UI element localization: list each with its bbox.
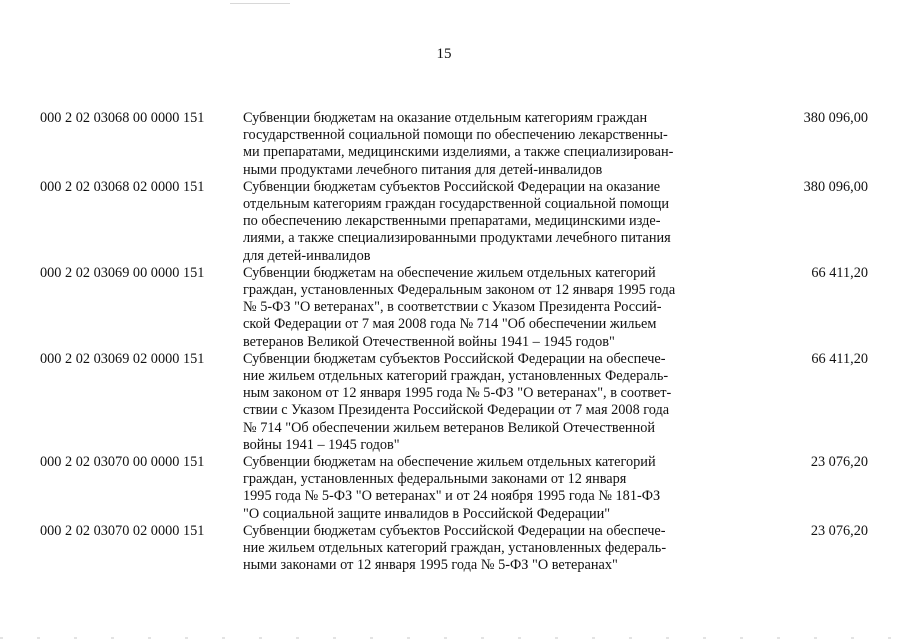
description-line: государственной социальной помощи по обеспечению лекарственны- — [243, 127, 668, 144]
budget-code: 000 2 02 03068 00 0000 151 — [40, 110, 205, 126]
scan-artifact-bottom — [0, 637, 905, 639]
row-description — [243, 179, 713, 265]
table-row — [40, 351, 870, 454]
row-amount: 380 096,00 — [803, 178, 868, 195]
row-amount: 23 076,20 — [810, 522, 868, 539]
budget-code: 000 2 02 03069 00 0000 151 — [40, 264, 205, 281]
description-line: ным законом от 12 января 1995 года № 5-ФЗ "О ветеранах", в соответ- — [243, 385, 672, 402]
row-amount: 380 096,00 — [803, 110, 868, 126]
description-line: граждан, установленных федеральными законами от 12 января — [243, 471, 627, 488]
description-line: отдельным категориям граждан государственной социальной помощи — [243, 196, 670, 213]
description-line: ми препаратами, медицинскими изделиями, а также специализирован- — [243, 144, 674, 161]
table-row — [40, 523, 870, 575]
scan-artifact-top — [0, 3, 905, 4]
row-amount: 66 411,20 — [811, 264, 868, 281]
table-row — [40, 454, 870, 523]
description-line: ными продуктами лечебного питания для детей-инвалидов — [243, 161, 603, 178]
description-line: по обеспечению лекарственными препаратами, медицинскими изде- — [243, 213, 661, 230]
table-row — [40, 265, 870, 351]
page-number: 15 — [436, 46, 452, 62]
description-line: лиями, а также специализированными продуктами лечебного питания — [243, 230, 671, 247]
budget-code: 000 2 02 03069 02 0000 151 — [40, 350, 205, 367]
table-row — [40, 179, 870, 265]
description-line: Субвенции бюджетам на обеспечение жильем отдельных категорий — [243, 264, 656, 281]
description-line: ние жильем отдельных категорий граждан, установленных Федераль- — [243, 368, 669, 385]
budget-code: 000 2 02 03068 02 0000 151 — [40, 178, 205, 195]
description-line: Субвенции бюджетам субъектов Российской Федерации на обеспече- — [243, 522, 666, 539]
row-description — [243, 454, 713, 523]
description-line: Субвенции бюджетам субъектов Российской Федерации на обеспече- — [243, 350, 666, 367]
budget-table — [40, 110, 870, 574]
description-line: Субвенции бюджетам на оказание отдельным категориям граждан — [243, 110, 648, 126]
row-amount: 23 076,20 — [810, 454, 868, 471]
table-row — [40, 110, 870, 179]
description-line: Субвенции бюджетам на обеспечение жильем отдельных категорий — [243, 454, 656, 471]
description-line: 1995 года № 5-ФЗ "О ветеранах" и от 24 ноября 1995 года № 181-ФЗ — [243, 488, 661, 505]
row-description — [243, 110, 713, 179]
description-line: ствии с Указом Президента Российской Федерации от 7 мая 2008 года — [243, 402, 670, 419]
row-amount: 66 411,20 — [811, 350, 868, 367]
budget-code: 000 2 02 03070 00 0000 151 — [40, 454, 205, 471]
description-line: для детей-инвалидов — [243, 247, 371, 264]
description-line: № 5-ФЗ "О ветеранах", в соответствии с Указом Президента Россий- — [243, 299, 662, 316]
row-description — [243, 351, 713, 454]
budget-code: 000 2 02 03070 02 0000 151 — [40, 522, 205, 539]
description-line: Субвенции бюджетам субъектов Российской Федерации на оказание — [243, 178, 661, 195]
description-line: № 714 "Об обеспечении жильем ветеранов Великой Отечественной — [243, 419, 656, 436]
description-line: войны 1941 – 1945 годов" — [243, 436, 400, 453]
description-line: ние жильем отдельных категорий граждан, установленных федераль- — [243, 540, 667, 557]
description-line: "О социальной защите инвалидов в Российской Федерации" — [243, 505, 611, 522]
description-line: ветеранов Великой Отечественной войны 1941 – 1945 годов" — [243, 333, 615, 350]
description-line: ской Федерации от 7 мая 2008 года № 714 "Об обеспечении жильем — [243, 316, 657, 333]
description-line: граждан, установленных Федеральным законом от 12 января 1995 года — [243, 282, 676, 299]
description-line: ными законами от 12 января 1995 года № 5-ФЗ "О ветеранах" — [243, 557, 618, 574]
row-description — [243, 523, 713, 575]
row-description — [243, 265, 713, 351]
